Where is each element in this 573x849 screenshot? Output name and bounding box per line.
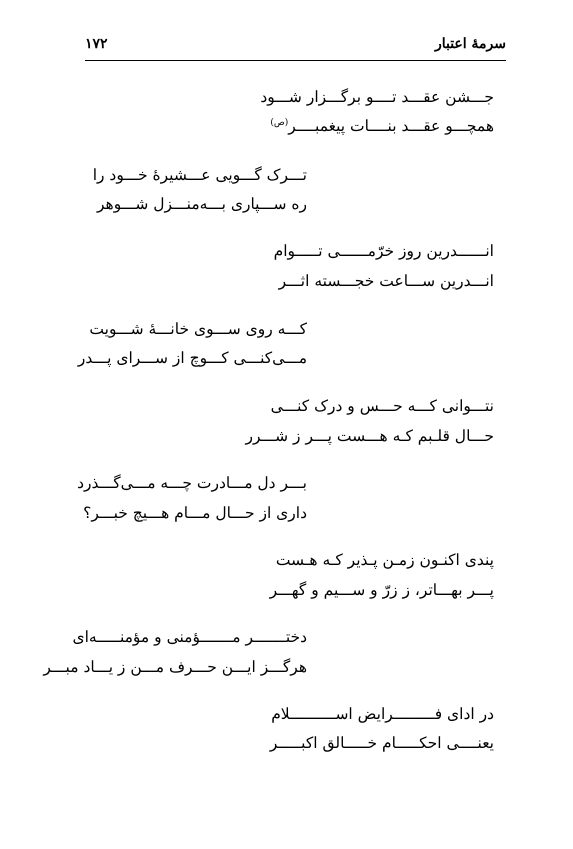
verse-line: یعنــــی احکـــــام خـــــالق اکبـــــر — [269, 734, 494, 752]
verse-line: نتـــوانی کـــه حـــس و درک کنـــی — [270, 397, 494, 415]
verse-line: داری از حـــال مـــام هـــیچ خبـــر؟ — [83, 504, 307, 522]
verse-line: جـــشن عقـــد تــــو برگـــزار شـــود — [260, 88, 494, 106]
page-number: ۱۷۲ — [85, 36, 108, 52]
verse-line: کـــه روی ســـوی خانـــهٔ شـــویت — [89, 320, 307, 338]
verse-line: انـــدرین ســـاعت خجـــسته اثـــر — [278, 272, 494, 290]
verse-line — [270, 117, 494, 135]
verse-line: دختـــــــر مـــــــؤمنی و مؤمنـــــه‌ای — [72, 628, 307, 646]
verse-line: مـــی‌کنـــی کـــوچ از ســـرای پـــدر — [77, 349, 307, 367]
verse-line: تـــرک گـــویی عـــشیرهٔ خـــود را — [92, 166, 307, 184]
verse-line: بـــر دل مـــادرت چـــه مـــی‌گـــذرد — [77, 474, 307, 492]
page-header — [85, 36, 506, 60]
verse-text: همچـــو عقـــد بنــــات پیغمبــــر — [288, 117, 494, 135]
header-divider — [85, 60, 506, 61]
verse-line: هرگـــز ایـــن حـــرف مـــن ز یـــاد مبـــر — [43, 658, 307, 676]
verse-line: ره ســـپاری بـــه‌منـــزل شـــوهر — [96, 195, 307, 213]
honorific-mark: (ص) — [270, 117, 289, 128]
page-title: سرمهٔ اعتبار — [434, 36, 506, 52]
verse-line: در ادای فـــــــــرایض اســــــــــلام — [271, 705, 494, 723]
verse-line: پندی اکنـون زمـن پـذیر کـه هـست — [275, 551, 494, 569]
verse-line: حـــال قلـبم کـه هـــست پـــر ز شـــرر — [245, 427, 494, 445]
verse-line: پـــر بهـــاتر، ز زرّ و ســـیم و گهـــر — [269, 581, 494, 599]
verse-line: انــــــدرین روز خرّمــــــی تـــــوام — [273, 242, 494, 260]
